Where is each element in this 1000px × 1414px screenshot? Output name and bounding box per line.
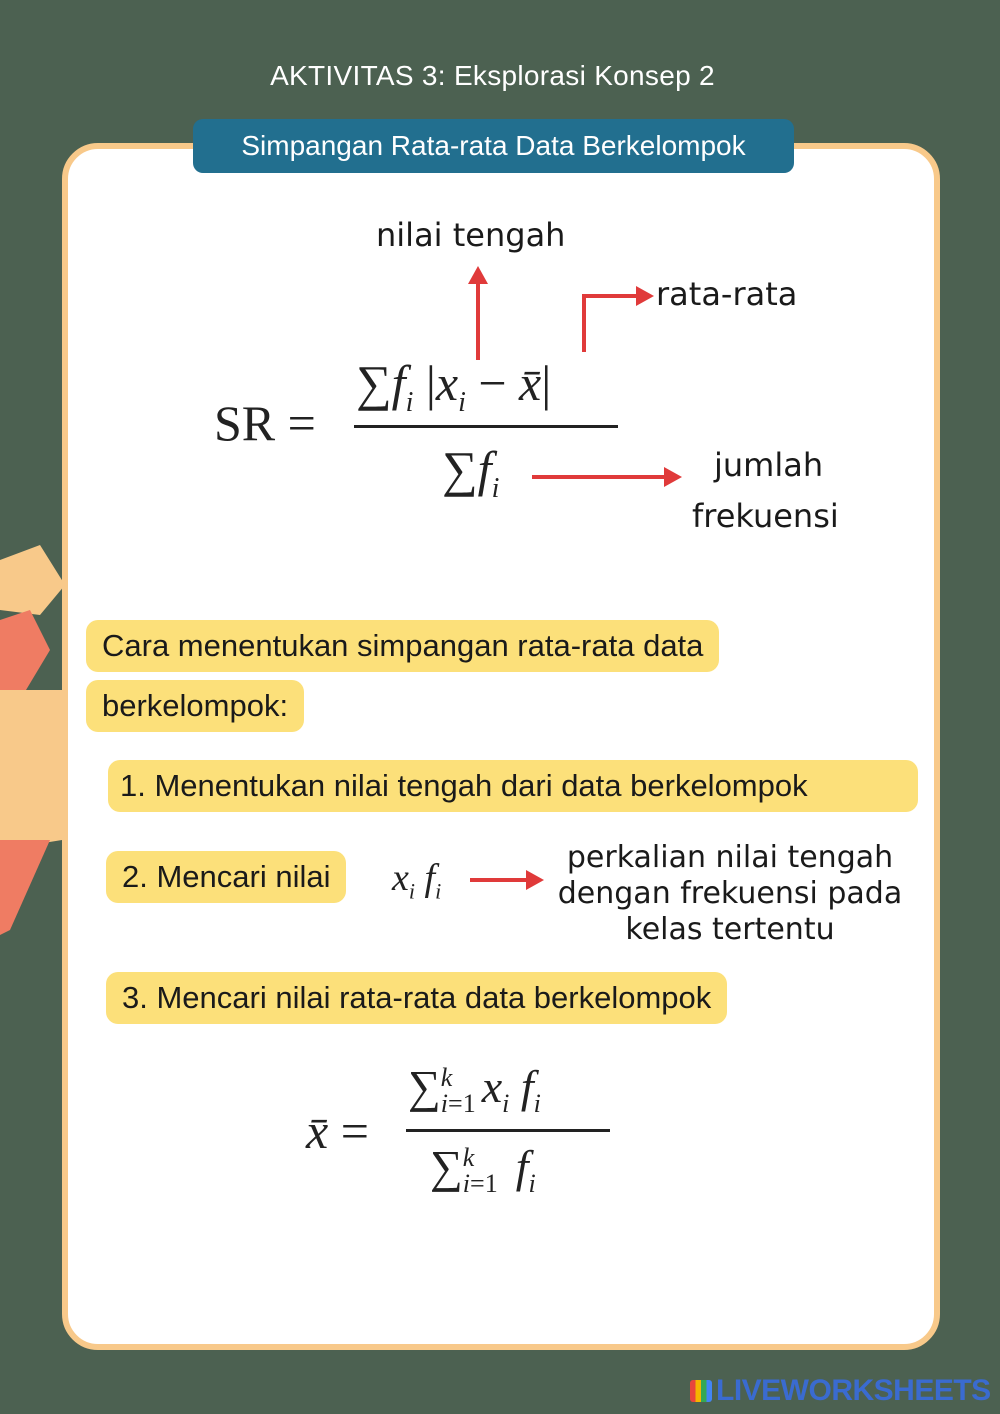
step-2-note-line-2: dengan frekuensi pada — [557, 876, 903, 911]
annotation-freq-sum-2: frekuensi — [692, 497, 839, 535]
step-2: 2. Mencari nilai — [106, 851, 346, 903]
step-3: 3. Mencari nilai rata-rata data berkelompok — [106, 972, 727, 1024]
step-2-expression: $x_i$ $f_i$ — [392, 857, 442, 904]
annotation-mean: rata-rata — [656, 275, 798, 313]
step-1: 1. Menentukan nilai tengah dari data berkelompok — [108, 760, 918, 812]
page-title: AKTIVITAS 3: Eksplorasi Konsep 2 — [270, 60, 715, 91]
sr-numerator: $\sum f_i$ $|x_i$ − x̄| — [356, 355, 552, 418]
brand-text: LIVEWORKSHEETS — [716, 1374, 991, 1407]
brand-logo-icon — [690, 1380, 712, 1402]
sr-denominator: $\sum f_i$ — [442, 441, 500, 504]
annotation-freq-sum-1: jumlah — [714, 446, 824, 484]
step-2-note — [540, 840, 920, 948]
formula-arrows — [0, 0, 1000, 600]
step-2-note-line-3: kelas tertentu — [625, 912, 835, 947]
decorative-shapes — [0, 540, 70, 940]
annotation-midpoint: nilai tengah — [376, 216, 566, 254]
subtitle-badge: Simpangan Rata-rata Data Berkelompok — [193, 119, 794, 173]
step-2-arrow — [468, 868, 548, 892]
sr-fraction-bar — [354, 425, 618, 428]
sr-lhs: SR = — [214, 395, 316, 451]
mean-denominator: ∑k i=1 $f_i$ — [430, 1141, 536, 1199]
intro-line-2: berkelompok: — [86, 680, 304, 732]
mean-numerator: ∑k i=1 $x_i$ $f_i$ — [408, 1061, 541, 1119]
mean-lhs: x̄ = — [306, 1103, 369, 1159]
footer-brand[interactable] — [690, 1374, 991, 1408]
mean-fraction-bar — [406, 1129, 610, 1132]
intro-line-1: Cara menentukan simpangan rata-rata data — [86, 620, 719, 672]
step-2-note-line-1: perkalian nilai tengah — [566, 840, 894, 875]
